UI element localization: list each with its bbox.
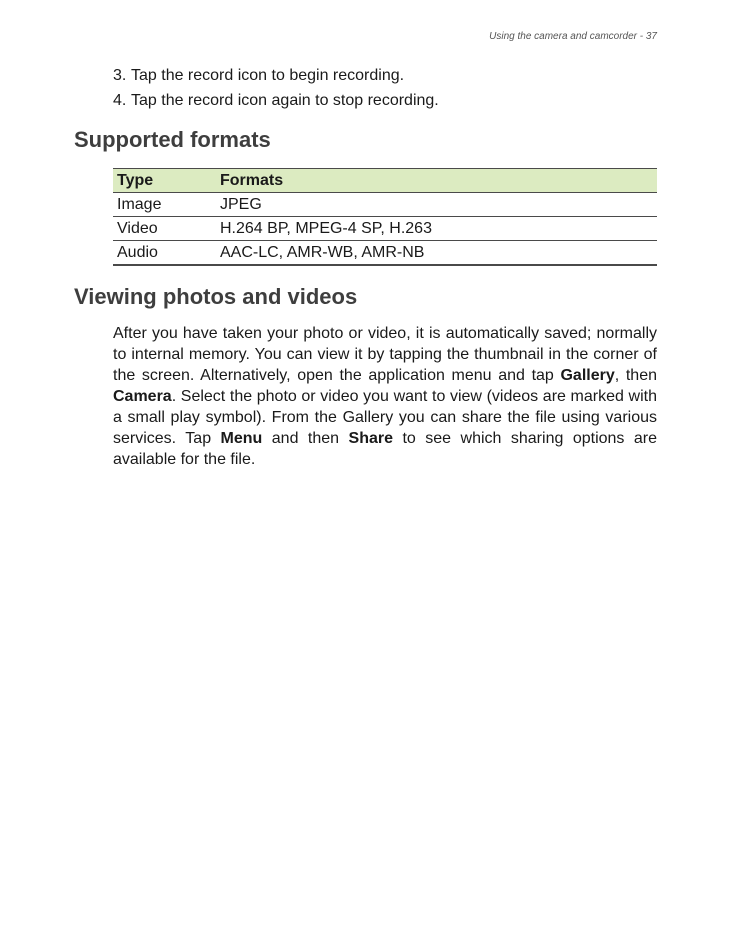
- supported-formats-heading: Supported formats: [74, 127, 271, 152]
- step-text: Tap the record icon again to stop recording.: [131, 92, 439, 109]
- table-row: [113, 241, 657, 266]
- term-share: Share: [348, 430, 394, 447]
- cell-formats: H.264 BP, MPEG-4 SP, H.263: [216, 217, 657, 241]
- term-camera: Camera: [113, 388, 172, 405]
- column-header-formats: Formats: [216, 169, 657, 193]
- text-run: . Select the photo or video you want to view (videos are marked with a small play symbol). From the Gallery you can share the file using various services. Tap: [113, 388, 657, 447]
- table-row: [113, 193, 657, 217]
- term-gallery: Gallery: [560, 367, 615, 384]
- table-row: [113, 217, 657, 241]
- step-text: Tap the record icon to begin recording.: [131, 67, 405, 84]
- step-number: 3.: [113, 67, 127, 84]
- cell-formats: AAC-LC, AMR-WB, AMR-NB: [216, 241, 657, 266]
- text-run: , then: [614, 367, 657, 384]
- column-header-type: Type: [113, 169, 216, 193]
- running-header: Using the camera and camcorder - 37: [489, 31, 657, 42]
- step-3: [113, 63, 439, 88]
- cell-formats: JPEG: [216, 193, 657, 217]
- text-run: and then: [262, 430, 349, 447]
- cell-type: Image: [113, 193, 216, 217]
- table-header-row: [113, 169, 657, 193]
- cell-type: Video: [113, 217, 216, 241]
- term-menu: Menu: [220, 430, 263, 447]
- steps-list: [113, 63, 439, 113]
- viewing-photos-heading: Viewing photos and videos: [74, 284, 358, 309]
- viewing-paragraph: [113, 323, 657, 470]
- text-run: to see which sharing options are available for the file.: [113, 430, 657, 468]
- step-number: 4.: [113, 92, 127, 109]
- formats-table: [113, 168, 657, 266]
- step-4: [113, 88, 439, 113]
- text-run: After you have taken your photo or video, it is automatically saved; normally to internal memory. You can view it by tapping the thumbnail in the corner of the screen. Alternatively, open the application menu and tap: [113, 325, 657, 384]
- cell-type: Audio: [113, 241, 216, 266]
